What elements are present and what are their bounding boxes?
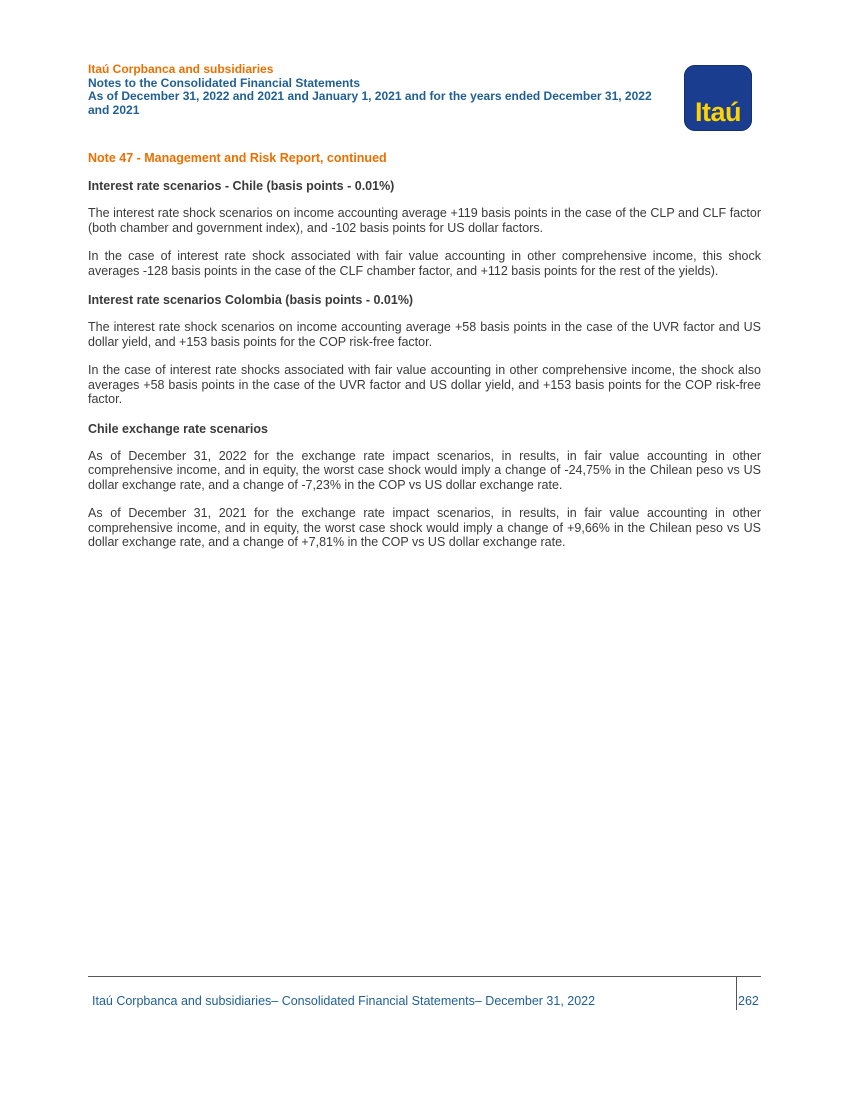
header-subtitle: Notes to the Consolidated Financial Statements xyxy=(88,75,361,90)
page-header xyxy=(88,63,688,117)
section-title-colombia-rates: Interest rate scenarios Colombia (basis points - 0.01%) xyxy=(88,293,414,307)
paragraph: In the case of interest rate shock associated with fair value accounting in other comprehensive income, this shock averages -128 basis points in the case of the CLF chamber factor, and +112 basis points for the rest of the yields). xyxy=(88,249,761,278)
itau-logo xyxy=(684,65,752,131)
header-period-line2: and 2021 xyxy=(88,102,140,117)
footer-divider xyxy=(88,976,761,977)
footer-vertical-divider xyxy=(736,976,737,1010)
paragraph: The interest rate shock scenarios on income accounting average +119 basis points in the case of the CLP and CLF factor (both chamber and government index), and -102 basis points for US dollar factors. xyxy=(88,206,761,235)
page-number: 262 xyxy=(738,994,759,1008)
paragraph: In the case of interest rate shocks associated with fair value accounting in other comprehensive income, the shock also averages +58 basis points in the case of the UVR factor and US dollar yield, and +153 basis points for the COP risk-free factor. xyxy=(88,363,761,406)
footer-text: Itaú Corpbanca and subsidiaries– Consolidated Financial Statements– December 31, 2022 xyxy=(92,994,596,1008)
logo-text: Itaú xyxy=(694,97,741,127)
paragraph: As of December 31, 2022 for the exchange rate impact scenarios, in results, in fair value accounting in other comprehensive income, and in equity, the worst case shock would imply a change of -24,75% in the Chilean peso vs US dollar exchange rate, and a change of -7,23% in the COP vs US dollar exchange rate. xyxy=(88,448,761,492)
page-content xyxy=(88,150,761,564)
section-title-chile-rates: Interest rate scenarios - Chile (basis points - 0.01%) xyxy=(88,179,395,193)
header-period-line1: As of December 31, 2022 and 2021 and January 1, 2021 and for the years ended December 31, 2022 xyxy=(88,89,652,103)
section-title-exchange-rates: Chile exchange rate scenarios xyxy=(88,421,268,436)
note-title: Note 47 - Management and Risk Report, continued xyxy=(88,151,387,165)
header-company: Itaú Corpbanca and subsidiaries xyxy=(88,62,274,76)
paragraph: As of December 31, 2021 for the exchange rate impact scenarios, in results, in fair value accounting in other comprehensive income, and in equity, the worst case shock would imply a change of +9,66% in the Chilean peso vs US dollar exchange rate, and a change of +7,81% in the COP vs US dollar exchange rate. xyxy=(88,506,761,549)
paragraph: The interest rate shock scenarios on income accounting average +58 basis points in the case of the UVR factor and US dollar yield, and +153 basis points for the COP risk-free factor. xyxy=(88,320,761,349)
